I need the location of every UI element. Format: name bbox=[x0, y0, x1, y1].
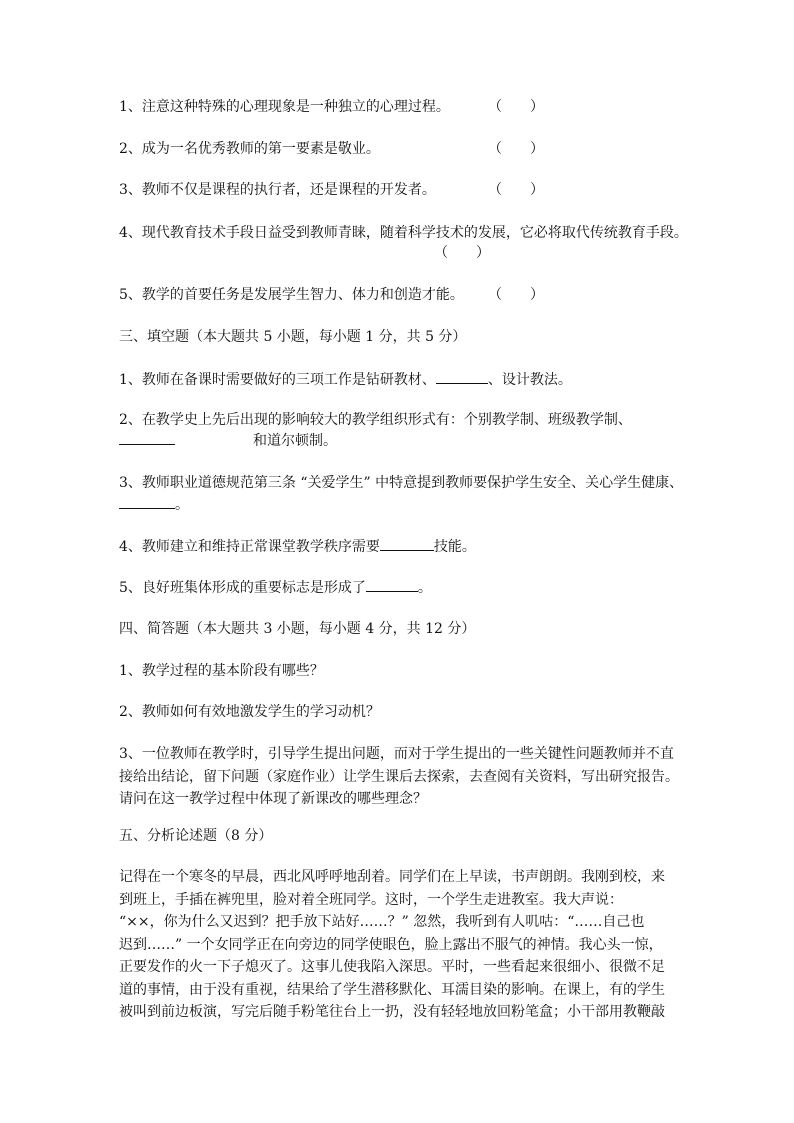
analysis-passage bbox=[119, 866, 679, 1024]
fill-q1-text-b: 、设计教法。 bbox=[487, 372, 572, 388]
short-question-1: 1、教学过程的基本阶段有哪些？ bbox=[119, 663, 324, 679]
answer-blank[interactable] bbox=[119, 430, 175, 445]
judgment-item-1: 1、注意这种特殊的心理现象是一种独立的心理过程。 bbox=[119, 99, 450, 115]
answer-blank[interactable] bbox=[119, 494, 175, 509]
answer-blank[interactable] bbox=[366, 577, 418, 592]
judgment-item-3: 3、教师不仅是课程的执行者，还是课程的开发者。 bbox=[119, 182, 436, 198]
passage-line: 到班上，手插在裤兜里，脸对着全班同学。这时，一个学生走进教室。我大声说： bbox=[119, 891, 623, 908]
answer-parentheses: （ ） bbox=[488, 141, 544, 157]
answer-parentheses: （ ） bbox=[488, 99, 544, 115]
fill-q5-text-a: 5、良好班集体形成的重要标志是形成了 bbox=[119, 580, 366, 596]
judgment-item-2: 2、成为一名优秀教师的第一要素是敬业。 bbox=[119, 141, 380, 157]
fill-q5-text-b: 。 bbox=[417, 580, 432, 596]
answer-blank[interactable] bbox=[380, 536, 434, 551]
passage-line: 迟到……” 一个女同学正在向旁边的同学使眼色，脸上露出不服气的神情。我心头一惊， bbox=[119, 936, 663, 953]
fill-section-heading: 三、填空题（本大题共 5 小题，每小题 1 分，共 5 分） bbox=[119, 329, 467, 345]
short-question-2: 2、教师如何有效地激发学生的学习动机？ bbox=[119, 704, 380, 720]
short-q3-line: 请问在这一教学过程中体现了新课改的哪些理念？ bbox=[119, 791, 427, 807]
answer-parentheses: （ ） bbox=[488, 182, 544, 198]
fill-q4-text-b: 技能。 bbox=[433, 539, 476, 555]
fill-question-1 bbox=[119, 369, 572, 390]
answer-blank[interactable] bbox=[436, 369, 488, 384]
answer-parentheses: （ ） bbox=[488, 287, 544, 303]
answer-parentheses: （ ） bbox=[434, 245, 490, 261]
fill-question-3-line-2 bbox=[119, 494, 189, 515]
analysis-section-heading: 五、分析论述题（8 分） bbox=[119, 828, 273, 844]
judgment-item-4: 4、现代教育技术手段日益受到教师青睐，随着科学技术的发展，它必将取代传统教育手段。 bbox=[119, 225, 688, 241]
fill-question-3-line-1: 3、教师职业道德规范第三条 “关爱学生” 中特意提到教师要保护学生安全、关心学生健康、 bbox=[119, 475, 684, 491]
fill-q2-text-end: 和道尔顿制。 bbox=[253, 433, 337, 449]
passage-line: 正要发作的火一下子熄灭了。这事儿使我陷入深思。平时，一些看起来很细小、很微不足 bbox=[119, 959, 665, 975]
short-section-heading: 四、简答题（本大题共 3 小题，每小题 4 分，共 12 分） bbox=[119, 621, 476, 637]
short-q3-line: 接给出结论，留下问题（家庭作业）让学生课后去探索，去查阅有关资料，写出研究报告。 bbox=[119, 768, 679, 785]
fill-question-2-line-1: 2、在教学史上先后出现的影响较大的教学组织形式有：个别教学制、班级教学制、 bbox=[119, 412, 632, 428]
short-q3-line: 3、一位教师在教学时，引导学生提出问题，而对于学生提出的一些关键性问题教师并不直 bbox=[119, 746, 674, 762]
judgment-item-5: 5、教学的首要任务是发展学生智力、体力和创造才能。 bbox=[119, 287, 464, 303]
fill-question-4 bbox=[119, 536, 476, 557]
fill-q4-text-a: 4、教师建立和维持正常课堂教学秩序需要 bbox=[119, 539, 380, 555]
fill-q1-text-a: 1、教师在备课时需要做好的三项工作是钻研教材、 bbox=[119, 372, 436, 388]
fill-question-2-line-2 bbox=[119, 430, 337, 451]
fill-question-5 bbox=[119, 577, 432, 598]
passage-line: 道的事情，由于没有重视，结果给了学生潜移默化、耳濡目染的影响。在课上，有的学生 bbox=[119, 981, 665, 998]
passage-line: “××，你为什么又迟到？把手放下站好……？” 忽然，我听到有人叽咕：“……自己也 bbox=[119, 914, 645, 930]
passage-line: 被叫到前边板演，写完后随手粉笔往台上一扔，没有轻轻地放回粉笔盒；小干部用教鞭敲 bbox=[119, 1004, 665, 1020]
short-question-3 bbox=[119, 743, 679, 811]
fill-q3-text-end: 。 bbox=[175, 497, 189, 513]
passage-line: 记得在一个寒冬的早晨，西北风呼呼地刮着。同学们在上早读，书声朗朗。我刚到校，来 bbox=[119, 869, 665, 885]
